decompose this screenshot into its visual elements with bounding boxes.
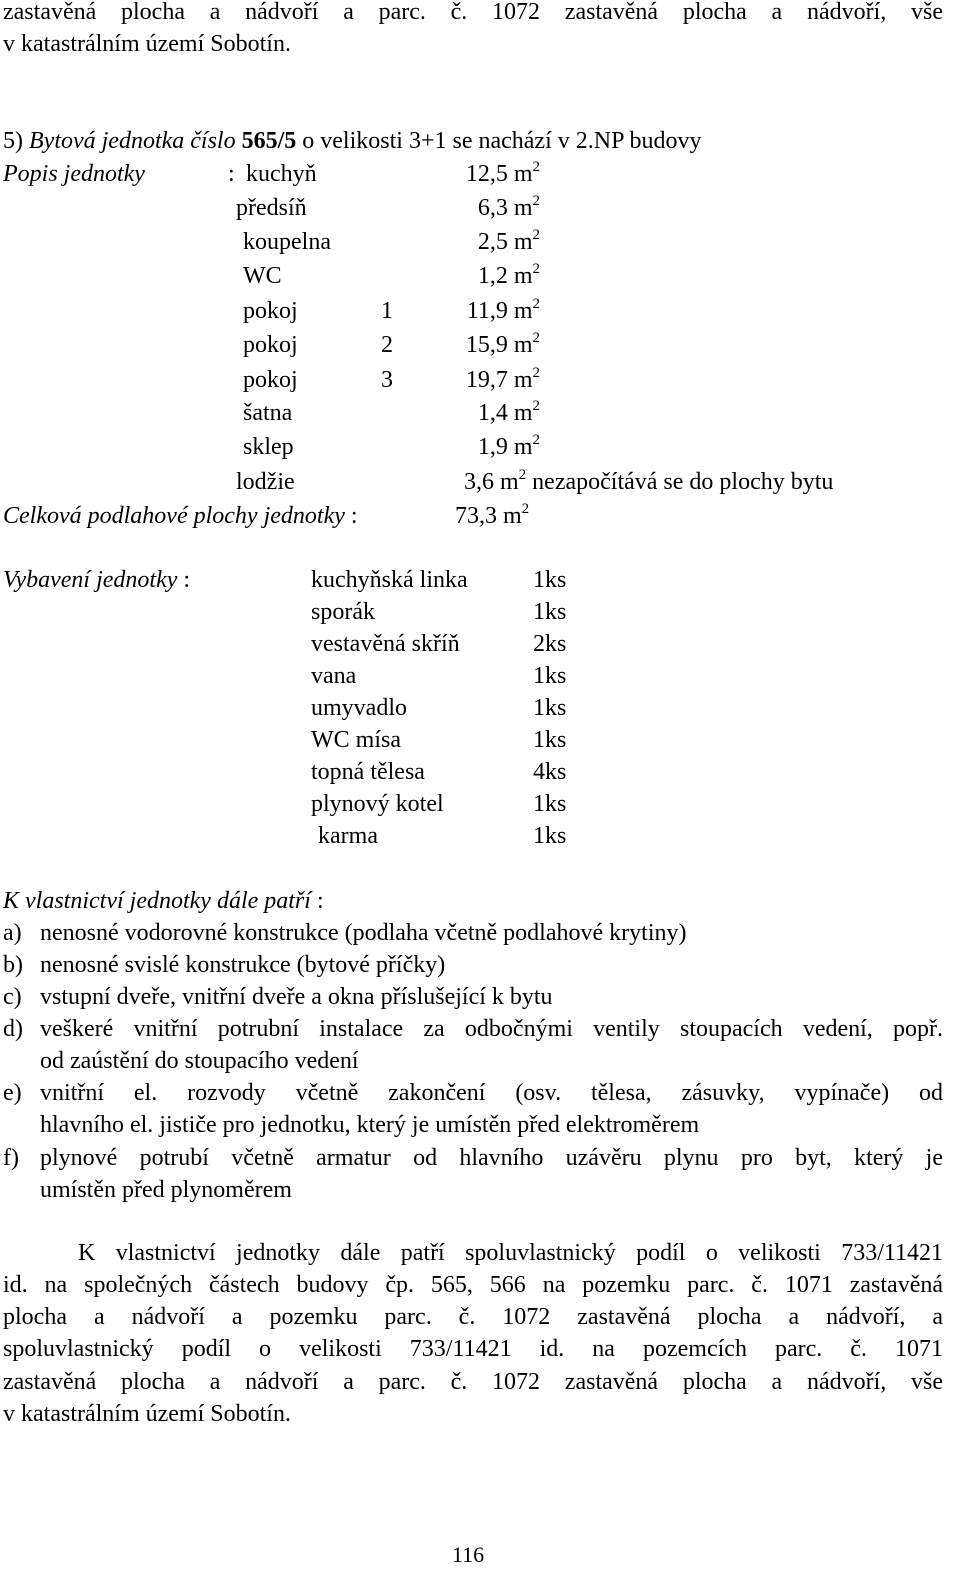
paragraph-line: spoluvlastnický podíl o velikosti 733/11421 id. na pozemcích parc. č. 1071 (3, 1336, 943, 1362)
room-name: pokoj (243, 298, 298, 324)
room-note: nezapočítává se do plochy bytu (526, 469, 834, 495)
paragraph-line: K vlastnictví jednotky dále patří spoluvlastnický podíl o velikosti 733/11421 (78, 1240, 943, 1266)
equipment-name: umyvadlo (311, 695, 407, 721)
item-label: b) (3, 952, 23, 978)
item-text: veškeré vnitřní potrubní instalace za odbočnými ventily stoupacích vedení, popř. (40, 1016, 943, 1042)
intro-line-2: v katastrálním území Sobotín. (3, 31, 291, 57)
room-name: lodžie (236, 469, 295, 495)
room-name: šatna (243, 400, 293, 426)
room-area: 1,9 $m^2$ (477, 432, 540, 460)
total-label: Celková podlahové plochy jednotky (3, 503, 345, 529)
popis-colon: : (228, 161, 235, 187)
equipment-name: vana (311, 663, 357, 689)
item-label: d) (3, 1016, 23, 1042)
item-label: e) (3, 1080, 22, 1106)
paragraph-line: id. na společných částech budovy čp. 565, 566 na pozemku parc. č. 1071 zastavěná (3, 1272, 943, 1298)
item-text: umístěn před plynoměrem (40, 1177, 292, 1203)
total-area-row: Celková podlahové plochy jednotky : (3, 503, 358, 529)
unit-description: o velikosti 3+1 se nachází v 2.NP budovy (296, 128, 702, 154)
equipment-qty: 1ks (533, 727, 567, 753)
room-name: WC (243, 263, 282, 289)
equipment-qty: 4ks (533, 759, 567, 785)
room-name: sklep (243, 434, 294, 460)
room-area: 1,4 $m^2$ (477, 398, 540, 426)
item-text: hlavního el. jističe pro jednotku, který je umístěn před elektroměrem (40, 1112, 700, 1138)
equipment-name: WC mísa (311, 727, 401, 753)
room-number: 1 (381, 298, 393, 324)
total-area-value: 73,3 $m^2$ (455, 501, 530, 529)
room-number: 3 (381, 367, 393, 393)
unit-number: 565/5 (241, 128, 297, 154)
room-name: pokoj (243, 332, 298, 358)
item-text: plynové potrubí včetně armatur od hlavního uzávěru plynu pro byt, který je (40, 1145, 943, 1171)
page-number: 116 (452, 1542, 485, 1567)
item-text: nenosné vodorovné konstrukce (podlaha včetně podlahové krytiny) (40, 920, 687, 946)
paragraph-line: v katastrálním území Sobotín. (3, 1401, 291, 1427)
unit-label: Bytová jednotka číslo (29, 128, 236, 154)
equipment-qty: 1ks (533, 599, 567, 625)
item-text: vnitřní el. rozvody včetně zakončení (osv. tělesa, zásuvky, vypínače) od (40, 1080, 943, 1106)
popis-label: Popis jednotky (3, 161, 145, 187)
equipment-label: Vybavení jednotky (3, 567, 178, 593)
equipment-qty: 1ks (533, 663, 567, 689)
intro-line-1: zastavěná plocha a nádvoří a parc. č. 1072 zastavěná plocha a nádvoří, vše (3, 0, 943, 25)
room-area: 12,5 $m^2$ (465, 159, 540, 187)
item-label: a) (3, 920, 22, 946)
room-name: předsíň (236, 195, 307, 221)
item-text: nenosné svislé konstrukce (bytové příčky) (40, 952, 446, 978)
room-area: 2,5 $m^2$ (477, 227, 540, 255)
equipment-name: plynový kotel (311, 791, 444, 817)
item-label: f) (3, 1145, 19, 1171)
room-area: 19,7 $m^2$ (465, 365, 540, 393)
equipment-name: sporák (311, 599, 375, 625)
equipment-qty: 1ks (533, 823, 567, 849)
equipment-name: karma (318, 823, 378, 849)
item-text: od zaústění do stoupacího vedení (40, 1048, 359, 1074)
equipment-name: vestavěná skříň (311, 631, 460, 657)
unit-prefix: 5) (3, 128, 29, 154)
equipment-qty: 1ks (533, 567, 567, 593)
unit-heading (3, 125, 702, 157)
ownership-heading: K vlastnictví jednotky dále patří : (3, 888, 324, 914)
room-area: 15,9 $m^2$ (465, 330, 540, 358)
equipment-label-row: Vybavení jednotky : (3, 567, 191, 593)
paragraph-line: zastavěná plocha a nádvoří a parc. č. 1072 zastavěná plocha a nádvoří, vše (3, 1369, 943, 1395)
equipment-qty: 1ks (533, 791, 567, 817)
room-number: 2 (381, 332, 393, 358)
item-label: c) (3, 984, 22, 1010)
item-text: vstupní dveře, vnitřní dveře a okna příslušející k bytu (40, 984, 553, 1010)
room-area: 11,9 $m^2$ (466, 296, 540, 324)
room-area: 1,2 $m^2$ (477, 261, 540, 289)
room-name: kuchyň (246, 161, 317, 187)
room-name: koupelna (243, 229, 331, 255)
paragraph-line: plocha a nádvoří a pozemku parc. č. 1072 zastavěná plocha a nádvoří, a (3, 1304, 943, 1330)
equipment-name: topná tělesa (311, 759, 425, 785)
room-name: pokoj (243, 367, 298, 393)
room-area: 6,3 $m^2$ (477, 193, 540, 221)
equipment-qty: 1ks (533, 695, 567, 721)
equipment-name: kuchyňská linka (311, 567, 468, 593)
room-area: 3,6 $m^2$ nezapočítává se do plochy bytu (464, 467, 834, 495)
equipment-qty: 2ks (533, 631, 567, 657)
